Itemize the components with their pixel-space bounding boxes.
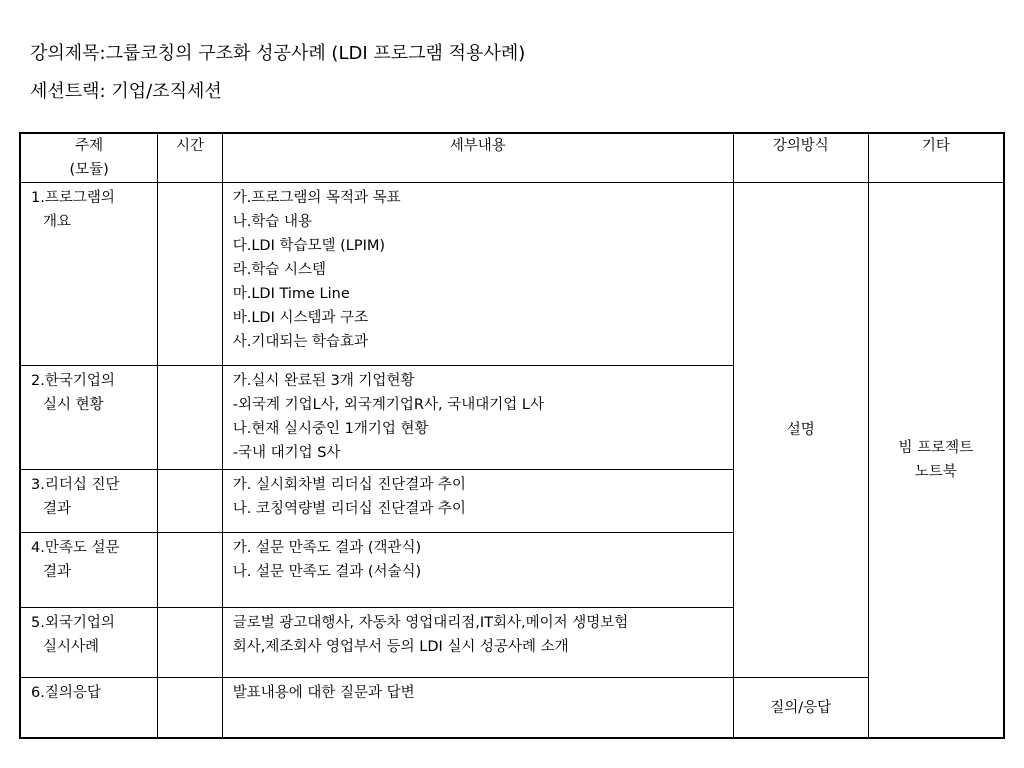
topic-cell	[20, 366, 158, 470]
topic-line: 6.질의응답	[31, 685, 101, 701]
detail-line: 가.실시 완료된 3개 기업현황	[232, 373, 415, 389]
time-cell	[158, 533, 222, 608]
topic-cell	[20, 183, 158, 366]
topic-line: 실시사례	[43, 639, 100, 655]
time-cell	[158, 470, 222, 533]
topic-line: 5.외국기업의	[31, 615, 115, 631]
topic-line: 실시 현황	[43, 397, 104, 413]
detail-line: 글로벌 광고대행사, 자동차 영업대리점,IT회사,메이저 생명보험	[232, 615, 629, 631]
detail-cell	[222, 183, 733, 366]
table-header-row	[20, 133, 1004, 183]
topic-cell	[20, 678, 158, 739]
method-value-qa: 질의/응답	[770, 699, 832, 716]
detail-cell	[222, 678, 733, 739]
table-row	[20, 678, 1004, 739]
topic-cell	[20, 608, 158, 678]
column-header-topic-line2: (모듈)	[69, 162, 109, 178]
column-header-topic	[20, 133, 158, 183]
detail-line: 나. 코칭역량별 리더십 진단결과 추이	[232, 501, 466, 517]
detail-cell	[222, 366, 733, 470]
topic-cell	[20, 533, 158, 608]
time-cell	[158, 678, 222, 739]
topic-line: 2.한국기업의	[31, 373, 115, 389]
time-cell	[158, 608, 222, 678]
method-cell	[733, 183, 868, 678]
column-header-method: 강의방식	[733, 133, 868, 183]
topic-line: 개요	[43, 214, 72, 230]
detail-line: 발표내용에 대한 질문과 답변	[232, 685, 415, 701]
etc-line: 노트북	[914, 464, 957, 480]
etc-cell	[868, 183, 1004, 739]
detail-cell	[222, 608, 733, 678]
detail-line: 가. 설문 만족도 결과 (객관식)	[232, 540, 422, 556]
topic-line: 결과	[43, 564, 72, 580]
method-cell-qa	[733, 678, 868, 739]
detail-cell	[222, 470, 733, 533]
method-value: 설명	[786, 422, 815, 438]
etc-line: 빔 프로젝트	[898, 440, 974, 456]
detail-line: 나. 설문 만족도 결과 (서술식)	[232, 564, 422, 580]
detail-line: -외국계 기업L사, 외국계기업R사, 국내대기업 L사	[232, 397, 544, 413]
detail-line: 다.LDI 학습모델 (LPIM)	[232, 238, 386, 254]
detail-line: 라.학습 시스템	[232, 262, 326, 278]
detail-line: 가.프로그램의 목적과 목표	[232, 190, 401, 206]
column-header-time: 시간	[158, 133, 222, 183]
time-cell	[158, 183, 222, 366]
detail-line: 바.LDI 시스템과 구조	[232, 310, 369, 326]
detail-line: 회사,제조회사 영업부서 등의 LDI 실시 성공사례 소개	[232, 639, 569, 655]
detail-line: 마.LDI Time Line	[232, 286, 350, 302]
column-header-etc: 기타	[868, 133, 1004, 183]
column-header-topic-line1: 주제	[75, 138, 104, 154]
topic-line: 4.만족도 설문	[31, 540, 120, 556]
session-track: 세션트랙: 기업/조직세션	[30, 81, 222, 102]
detail-cell	[222, 533, 733, 608]
detail-line: 가. 실시회차별 리더십 진단결과 추이	[232, 477, 466, 493]
lecture-title: 강의제목:그룹코칭의 구조화 성공사례 (LDI 프로그램 적용사례)	[30, 43, 526, 64]
topic-cell	[20, 470, 158, 533]
topic-line: 결과	[43, 501, 72, 517]
detail-line: 나.현재 실시중인 1개기업 현황	[232, 421, 429, 437]
time-cell	[158, 366, 222, 470]
detail-line: -국내 대기업 S사	[232, 445, 341, 461]
detail-line: 나.학습 내용	[232, 214, 312, 230]
detail-line: 사.기대되는 학습효과	[232, 334, 368, 350]
table-row	[20, 183, 1004, 366]
topic-line: 3.리더십 진단	[31, 477, 120, 493]
lecture-plan-table	[19, 132, 1005, 739]
topic-line: 1.프로그램의	[31, 190, 115, 206]
column-header-detail: 세부내용	[222, 133, 733, 183]
